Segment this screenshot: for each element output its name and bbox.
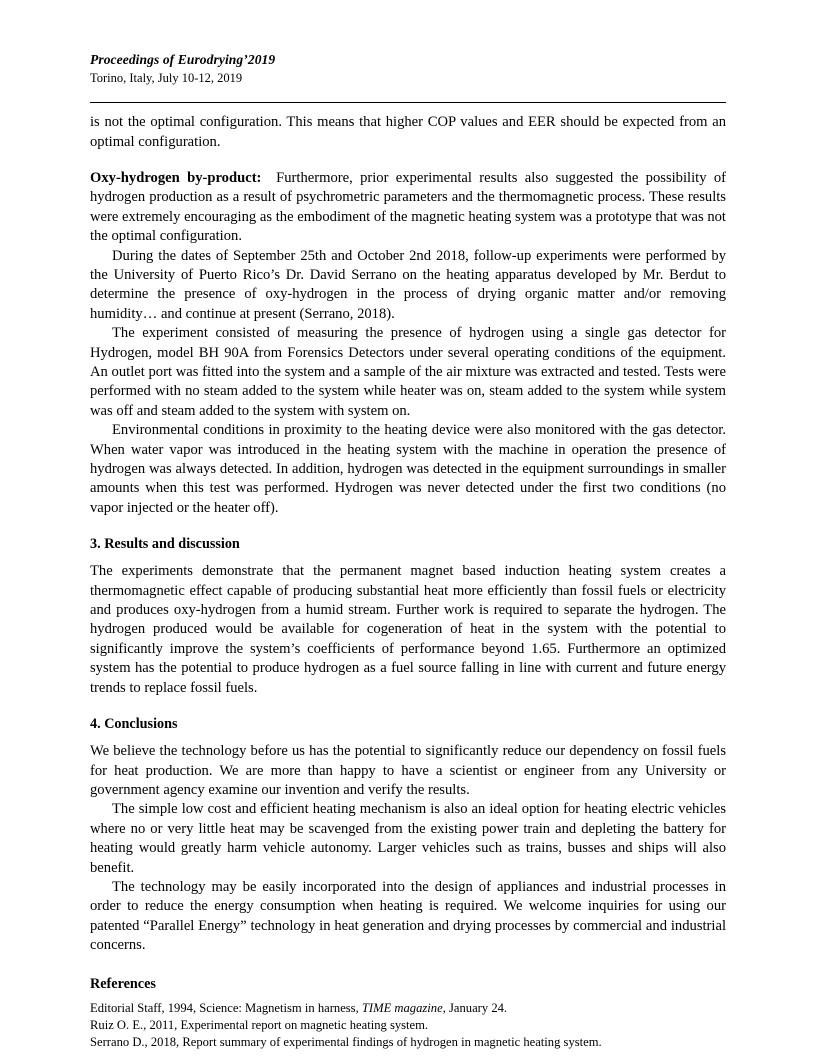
paragraph-conclusion-1: We believe the technology before us has the potential to significantly reduce our dependency on fossil fuels for heat production. We are more than happy to have a scientist or engineer from any University or government agency examine our invention and verify the results. [90, 743, 726, 798]
oxy-hydrogen-paragraph [90, 169, 726, 247]
header-divider [90, 102, 726, 103]
paragraph-experiments-dates: During the dates of September 25th and October 2nd 2018, follow-up experiments were performed by the University of Puerto Rico’s Dr. David Serrano on the heating apparatus developed by Mr. Berdut to determine the presence of oxy-hydrogen in the process of drying organic matter and/or removing humidity… and continue at present (Serrano, 2018). [90, 247, 726, 322]
paragraph-environmental-conditions: Environmental conditions in proximity to the heating device were also monitored with the gas detector. When water vapor was introduced in the heating system with the machine in operation the presence of hydrogen was always detected. In addition, hydrogen was detected in the equipment surroundings in smaller amounts when this test was performed. Hydrogen was never detected under the first two conditions (no vapor injected or the heater off). [90, 422, 726, 516]
oxy-hydrogen-text: Furthermore, prior experimental results also suggested the possibility of hydrogen production as a result of psychrometric parameters and the thermomagnetic process. These results were extremely encouraging as the embodiment of the magnetic heating system was a prototype that was not the optimal configuration. [90, 169, 727, 245]
heading-results-and-discussion: 3. Results and discussion [90, 536, 240, 553]
proceedings-title: Proceedings of Eurodrying’2019 [90, 52, 276, 67]
paragraph-conclusion-2: The simple low cost and efficient heating mechanism is also an ideal option for heating electric vehicles where no or very little heat may be scavenged from the existing power train and depleting the battery for heating would greatly harm vehicle autonomy. Larger vehicles such as trains, busses and ships will also benefit. [90, 801, 726, 876]
reference-item [90, 1000, 726, 1017]
paragraph-results: The experiments demonstrate that the permanent magnet based induction heating system creates a thermomagnetic effect capable of producing substantial heat more efficiently than fossil fuels or electricity and produces oxy-hydrogen from a humid stream. Further work is required to separate the hydrogen. The hydrogen produced would be available for cogeneration of heat in the system with the potential to significantly improve the system’s coefficients of performance beyond 1.65. Furthermore an optimized system has the potential to produce hydrogen as a fuel source falling in line with current and future energy trends to replace fossil fuels. [90, 563, 726, 696]
reference-source-italic: TIME magazine [361, 1000, 443, 1015]
reference-text-pre: Editorial Staff, 1994, Science: Magnetism in harness, [90, 1000, 362, 1015]
page-header [90, 52, 726, 86]
reference-text-pre: Serrano D., 2018, Report summary of experimental findings of hydrogen in magnetic heating system. [90, 1034, 602, 1049]
reference-text-pre: Ruiz O. E., 2011, Experimental report on magnetic heating system. [90, 1017, 429, 1032]
paragraph-conclusion-3: The technology may be easily incorporated into the design of appliances and industrial processes in order to reduce the energy consumption when heating is required. We welcome inquiries for using our patented “Parallel Energy” technology in heat generation and drying processes by commercial and industrial concerns. [90, 878, 726, 954]
paragraph-continuation: is not the optimal configuration. This means that higher COP values and EER should be expected from an optimal configuration. [90, 114, 726, 150]
reference-text-post: , January 24. [442, 1000, 508, 1015]
paragraph-experiment-setup: The experiment consisted of measuring the presence of hydrogen using a single gas detector for Hydrogen, model BH 90A from Forensics Detectors under several operating conditions of the equipment. An outlet port was fitted into the system and a sample of the air mixture was extracted and tested. Tests were performed with no steam added to the system while heater was on, steam added to the system while system was off and steam added to the system with system on. [90, 325, 726, 419]
heading-conclusions: 4. Conclusions [90, 716, 178, 733]
oxy-hydrogen-label: Oxy-hydrogen by-product: [90, 169, 262, 186]
proceedings-location-date: Torino, Italy, July 10-12, 2019 [90, 70, 243, 85]
reference-item [90, 1017, 726, 1034]
heading-references: References [90, 975, 156, 992]
reference-item [90, 1034, 726, 1051]
